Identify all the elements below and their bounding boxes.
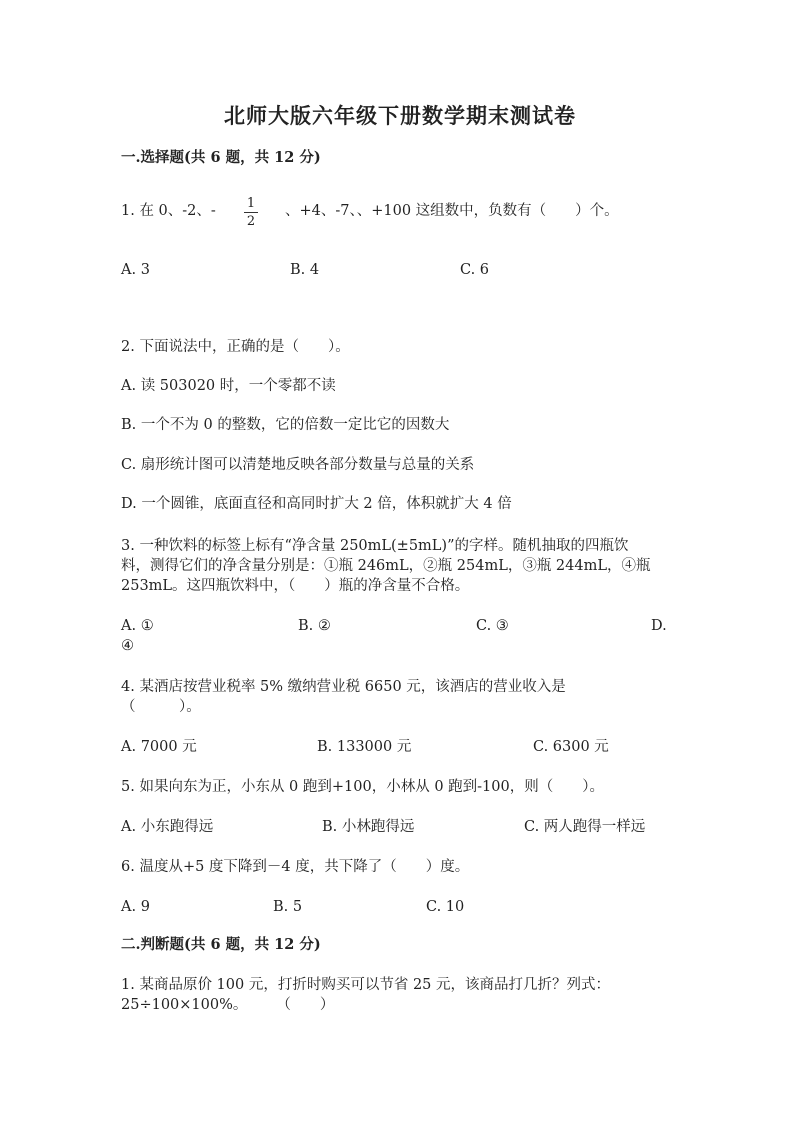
q2-option-b: B. 一个不为 0 的整数，它的倍数一定比它的因数大 xyxy=(121,417,450,433)
q1-option-c: C. 6 xyxy=(460,262,490,278)
q3-option-c: C. ③ xyxy=(476,618,509,634)
section-heading-true-false: 二.判断题(共 6 题，共 12 分) xyxy=(121,936,321,953)
q1-option-b: B. 4 xyxy=(290,262,320,278)
question-1-stem-part1: 1. 在 0、-2、- xyxy=(121,203,216,219)
q6-option-b: B. 5 xyxy=(273,899,303,915)
question-5-stem: 5. 如果向东为正，小东从 0 跑到+100，小林从 0 跑到-100，则（ ）。 xyxy=(121,779,604,795)
q3-option-b: B. ② xyxy=(298,618,331,634)
q3-option-d-value: ④ xyxy=(121,638,134,654)
fraction-denominator: 2 xyxy=(246,214,256,229)
question-2-stem: 2. 下面说法中，正确的是（ ）。 xyxy=(121,339,350,355)
question-3-stem-line1: 3. 一种饮料的标签上标有“净含量 250mL(±5mL)”的字样。随机抽取的四瓶饮 xyxy=(121,538,629,554)
q5-option-b: B. 小林跑得远 xyxy=(322,819,415,835)
question-4-stem-line2: （ ）。 xyxy=(121,699,201,715)
q4-option-a: A. 7000 元 xyxy=(121,739,197,755)
tf-question-1-line2: 25÷100×100%。 （ ） xyxy=(121,997,335,1013)
q6-option-c: C. 10 xyxy=(426,899,465,915)
q4-option-c: C. 6300 元 xyxy=(533,739,609,755)
q2-option-a: A. 读 503020 时，一个零都不读 xyxy=(121,378,336,394)
question-3-stem-line2: 料，测得它们的净含量分别是：①瓶 246mL，②瓶 254mL，③瓶 244mL，④瓶 xyxy=(121,558,651,574)
q5-option-a: A. 小东跑得远 xyxy=(121,819,214,835)
question-1-stem-part2: 、+4、-7、、+100 这组数中，负数有（ ）个。 xyxy=(285,203,619,219)
q6-option-a: A. 9 xyxy=(121,899,150,915)
fraction-one-half xyxy=(244,196,258,229)
q2-option-c: C. 扇形统计图可以清楚地反映各部分数量与总量的关系 xyxy=(121,457,475,473)
question-3-stem-line3: 253mL。这四瓶饮料中，（ ）瓶的净含量不合格。 xyxy=(121,578,470,594)
q1-option-a: A. 3 xyxy=(121,262,150,278)
q5-option-c: C. 两人跑得一样远 xyxy=(524,819,646,835)
tf-question-1-line1: 1. 某商品原价 100 元，打折时购买可以节省 25 元，该商品打几折？列式： xyxy=(121,977,611,993)
q3-option-d-label: D. xyxy=(651,618,667,634)
question-6-stem: 6. 温度从+5 度下降到－4 度，共下降了（ ）度。 xyxy=(121,859,470,875)
fraction-bar xyxy=(244,212,258,213)
fraction-numerator: 1 xyxy=(246,196,256,211)
question-4-stem-line1: 4. 某酒店按营业税率 5% 缴纳营业税 6650 元，该酒店的营业收入是 xyxy=(121,679,566,695)
section-heading-choice: 一.选择题(共 6 题，共 12 分) xyxy=(121,149,321,166)
q4-option-b: B. 133000 元 xyxy=(317,739,412,755)
q3-option-a: A. ① xyxy=(121,618,154,634)
page-title: 北师大版六年级下册数学期末测试卷 xyxy=(224,103,576,128)
q2-option-d: D. 一个圆锥，底面直径和高同时扩大 2 倍，体积就扩大 4 倍 xyxy=(121,496,512,512)
